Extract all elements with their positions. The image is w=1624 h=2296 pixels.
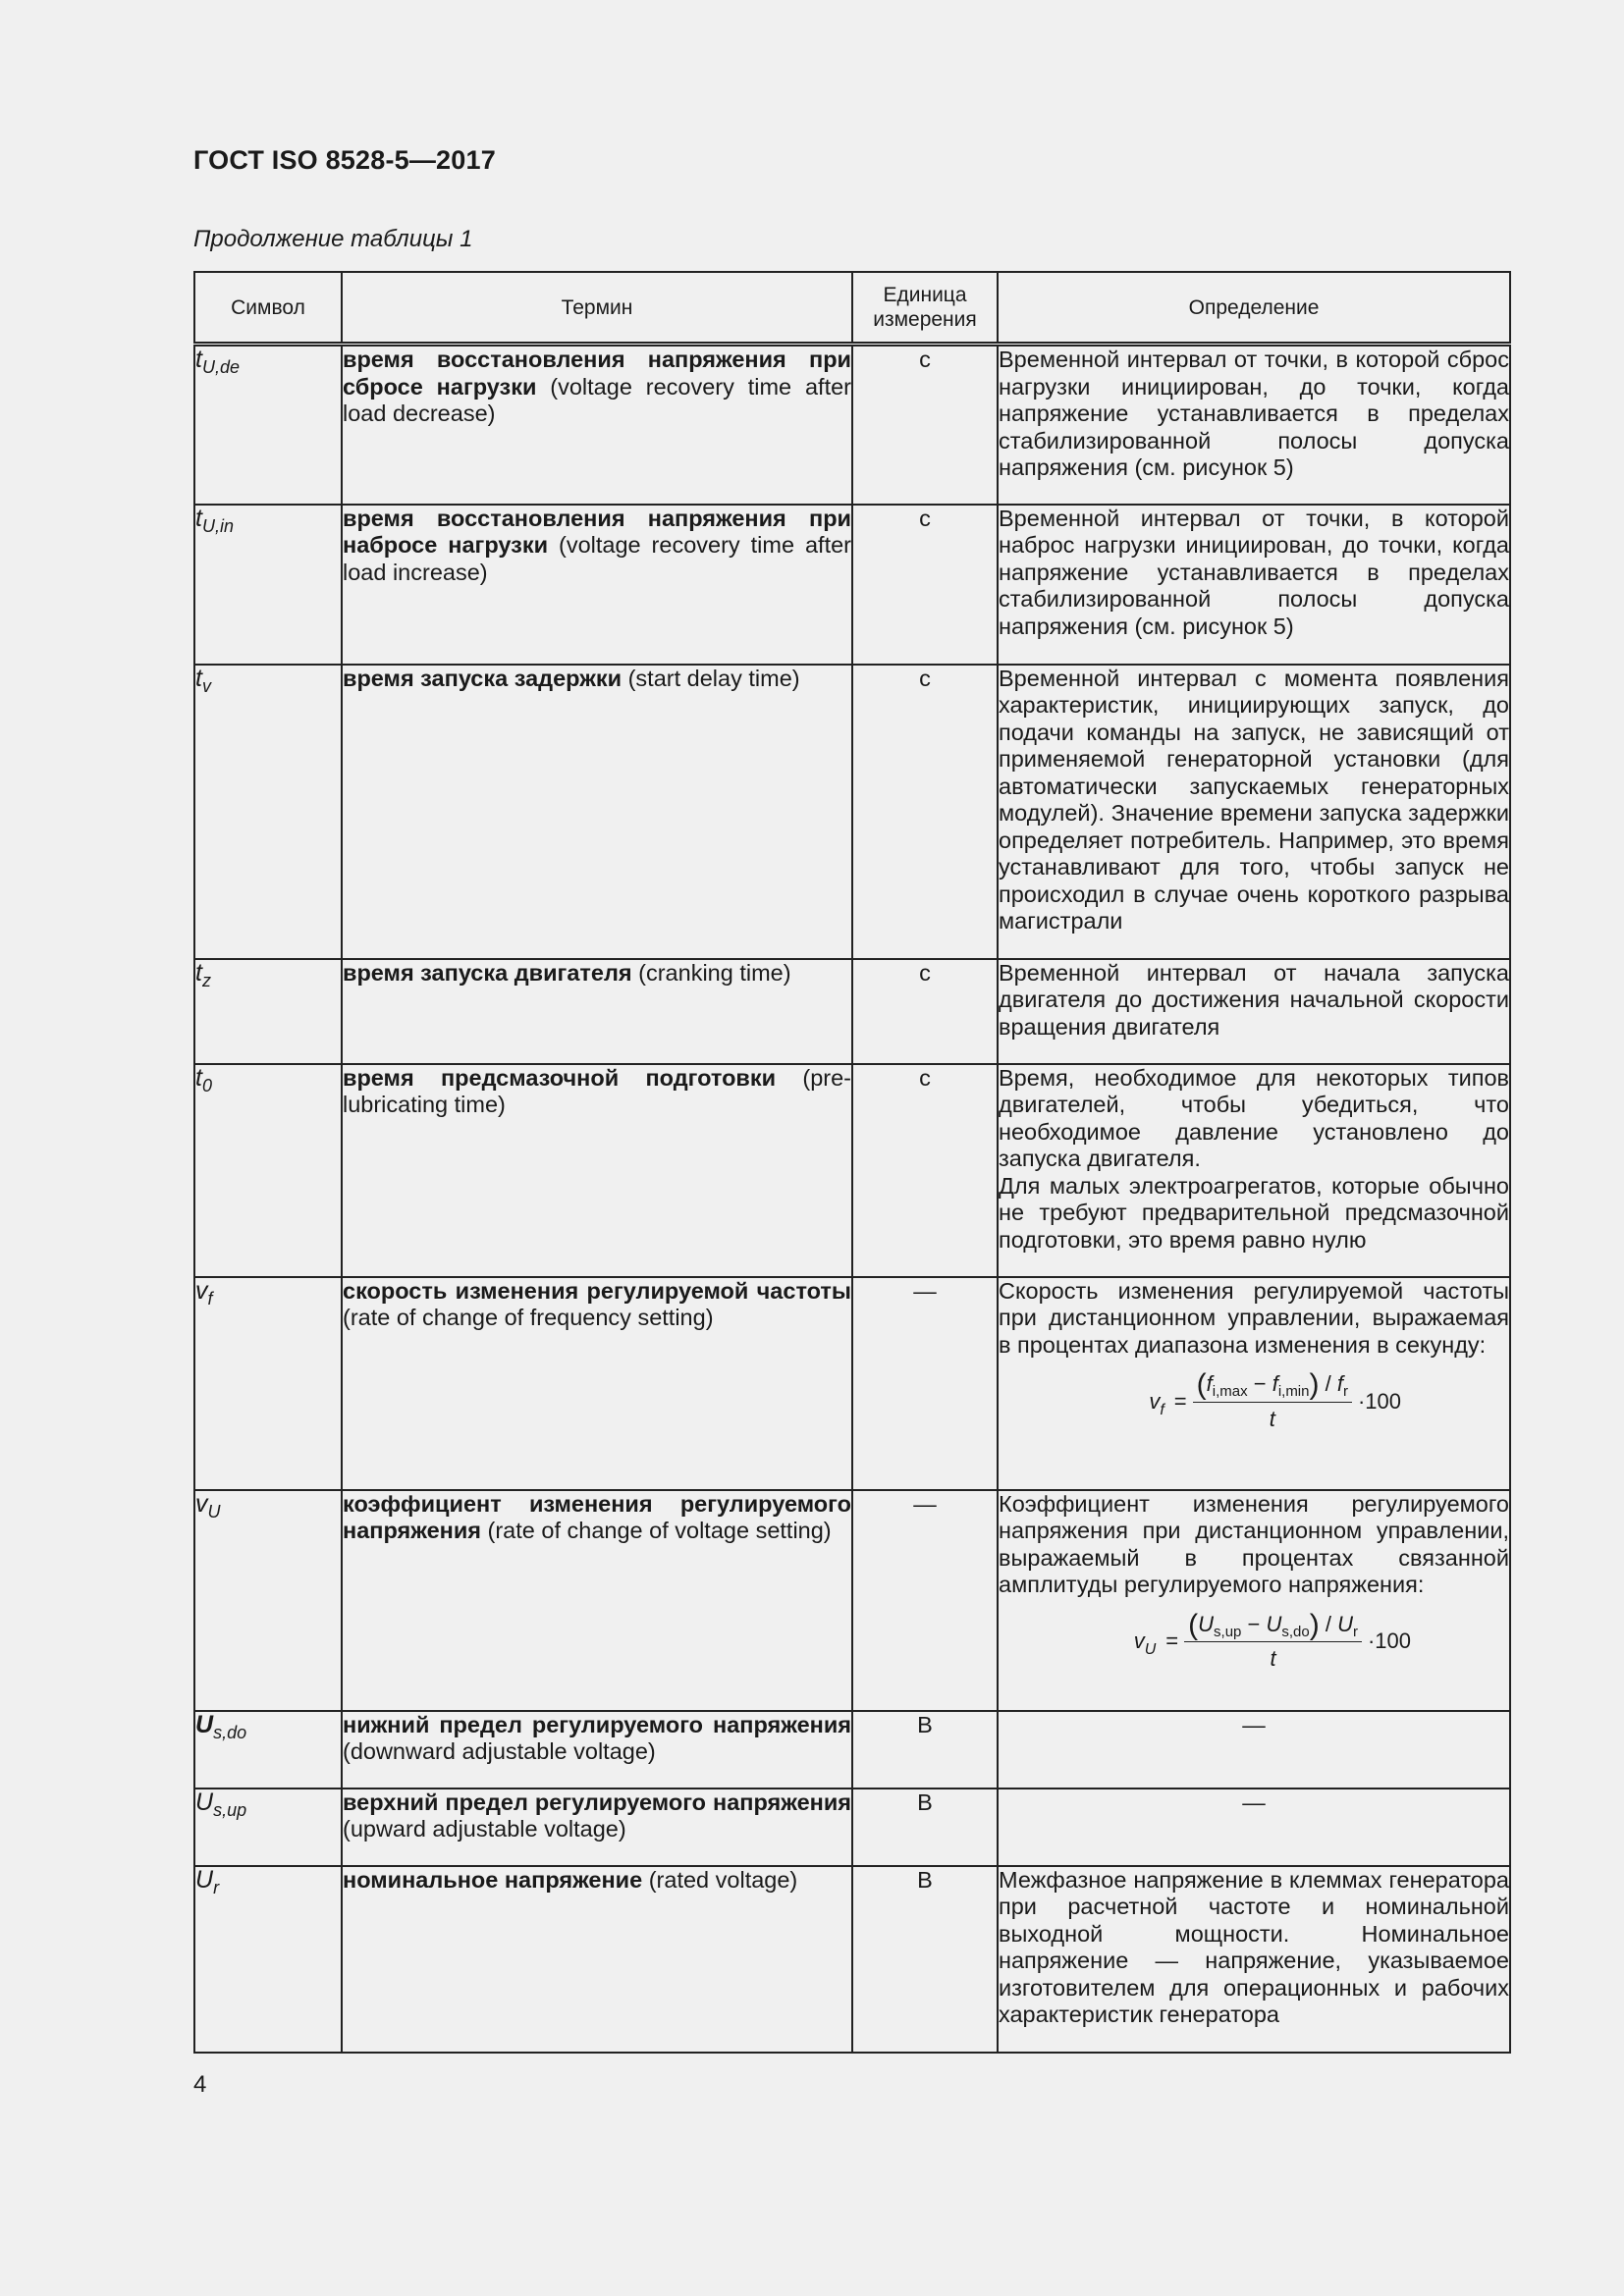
formula-multiplier: ·100	[1357, 1388, 1401, 1414]
definition-text: Скорость изменения регулируемой частоты при дистанционном управлении, выражаемая в процентах диапазона изменения в секунду:	[999, 1277, 1509, 1358]
formula	[999, 1370, 1509, 1432]
definition-cell: Временной интервал от точки, в которой сброс нагрузки инициирован, до точки, когда напряжение устанавливается в пределах стабилизированной полосы допуска напряжения (см. рисунок 5)	[998, 345, 1510, 505]
unit-cell: —	[852, 1277, 998, 1490]
fraction-numerator: $(f_{i,max} - f_{i,min}) / f_r$	[1193, 1370, 1352, 1403]
document-header: ГОСТ ISO 8528-5—2017	[193, 145, 496, 175]
formula-fraction	[1193, 1370, 1352, 1432]
column-header-unit: Единица измерения	[852, 272, 998, 345]
symbol-cell: $U_r$	[194, 1866, 342, 2053]
column-header-term: Термин	[342, 272, 852, 345]
formula-fraction	[1184, 1608, 1362, 1673]
definition-cell: Временной интервал от начала запуска двигателя до достижения начальной скорости вращения двигателя	[998, 959, 1510, 1064]
term-cell: нижний предел регулируемого напряжения (downward adjustable voltage)	[342, 1711, 852, 1789]
definition-cell: Временной интервал с момента появления характеристик, инициирующих запуск, до подачи команды на запуск, не зависящий от применяемой генераторной установки (для автоматически запускаемых генераторных модулей). Значение времени запуска задержки определяет потребитель. Например, это время устанавливают для того, чтобы запуск не происходил в случае очень короткого разрыва магистрали	[998, 665, 1510, 959]
symbol-cell: $t_z$	[194, 959, 342, 1064]
table-caption: Продолжение таблицы 1	[193, 226, 473, 252]
column-header-definition: Определение	[998, 272, 1510, 345]
term-cell: верхний предел регулируемого напряжения (upward adjustable voltage)	[342, 1789, 852, 1866]
table-row	[194, 1277, 1510, 1490]
term-cell: время запуска двигателя (cranking time)	[342, 959, 852, 1064]
unit-cell: В	[852, 1789, 998, 1866]
table-row	[194, 505, 1510, 665]
symbol-cell: $t_{U,in}$	[194, 505, 342, 665]
symbol-cell: $t_v$	[194, 665, 342, 959]
definition-text: Коэффициент изменения регулируемого напряжения при дистанционном управлении, выражаемый в процентах связанной амплитуды регулируемого напряжения:	[999, 1490, 1509, 1597]
unit-cell: с	[852, 665, 998, 959]
symbol-cell: $v_U$	[194, 1490, 342, 1711]
formula-multiplier: ·100	[1367, 1629, 1411, 1654]
table-header-row	[194, 272, 1510, 345]
term-cell: коэффициент изменения регулируемого напряжения (rate of change of voltage setting)	[342, 1490, 852, 1711]
definition-cell	[998, 1490, 1510, 1711]
symbol-cell: $v_f$	[194, 1277, 342, 1490]
definition-cell: —	[998, 1711, 1510, 1789]
unit-cell: —	[852, 1490, 998, 1711]
unit-cell: с	[852, 959, 998, 1064]
table-row	[194, 1711, 1510, 1789]
unit-cell: В	[852, 1866, 998, 2053]
unit-cell: с	[852, 1064, 998, 1277]
formula-lhs: $v_U$	[1133, 1629, 1157, 1659]
definition-cell	[998, 1277, 1510, 1490]
fraction-denominator: t	[1270, 1646, 1276, 1671]
terms-table	[193, 271, 1511, 2054]
definition-cell	[998, 1064, 1510, 1277]
definition-cell: Временной интервал от точки, в которой наброс нагрузки инициирован, до точки, когда напряжение устанавливается в пределах стабилизированной полосы допуска напряжения (см. рисунок 5)	[998, 505, 1510, 665]
equals-sign: =	[1173, 1388, 1187, 1414]
unit-cell: В	[852, 1711, 998, 1789]
symbol-cell: $U_{s,do}$	[194, 1711, 342, 1789]
table-row	[194, 1866, 1510, 2053]
term-cell: время предсмазочной подготовки (pre-lubricating time)	[342, 1064, 852, 1277]
table-row	[194, 1789, 1510, 1866]
fraction-denominator: t	[1269, 1406, 1275, 1431]
table-row	[194, 1490, 1510, 1711]
term-cell: время восстановления напряжения при сбросе нагрузки (voltage recovery time after load decrease)	[342, 345, 852, 505]
fraction-numerator: $(U_{s,up} - U_{s,do}) / U_r$	[1184, 1611, 1362, 1643]
page-number: 4	[193, 2071, 207, 2098]
term-cell: скорость изменения регулируемой частоты (rate of change of frequency setting)	[342, 1277, 852, 1490]
table-row	[194, 665, 1510, 959]
definition-paragraph: Для малых электроагрегатов, которые обычно не требуют предварительной предсмазочной подготовки, это время равно нулю	[999, 1172, 1509, 1253]
table-row	[194, 1064, 1510, 1277]
table-row	[194, 959, 1510, 1064]
term-cell: номинальное напряжение (rated voltage)	[342, 1866, 852, 2053]
formula	[999, 1608, 1509, 1673]
symbol-cell: $t_{U,de}$	[194, 345, 342, 505]
column-header-symbol: Символ	[194, 272, 342, 345]
unit-cell: с	[852, 345, 998, 505]
definition-paragraph: Время, необходимое для некоторых типов двигателей, чтобы убедиться, что необходимое давление установлено до запуска двигателя.	[999, 1064, 1509, 1171]
formula-lhs: $v_f$	[1149, 1388, 1164, 1418]
equals-sign: =	[1165, 1629, 1179, 1654]
definition-cell: —	[998, 1789, 1510, 1866]
symbol-cell: $t_0$	[194, 1064, 342, 1277]
definition-cell: Межфазное напряжение в клеммах генератора при расчетной частоте и номинальной выходной мощности. Номинальное напряжение — напряжение, указываемое изготовителем для операционных и рабочих характеристик генератора	[998, 1866, 1510, 2053]
table-row	[194, 345, 1510, 505]
term-cell: время запуска задержки (start delay time)	[342, 665, 852, 959]
term-cell: время восстановления напряжения при набросе нагрузки (voltage recovery time after load increase)	[342, 505, 852, 665]
symbol-cell: $U_{s,up}$	[194, 1789, 342, 1866]
unit-cell: с	[852, 505, 998, 665]
